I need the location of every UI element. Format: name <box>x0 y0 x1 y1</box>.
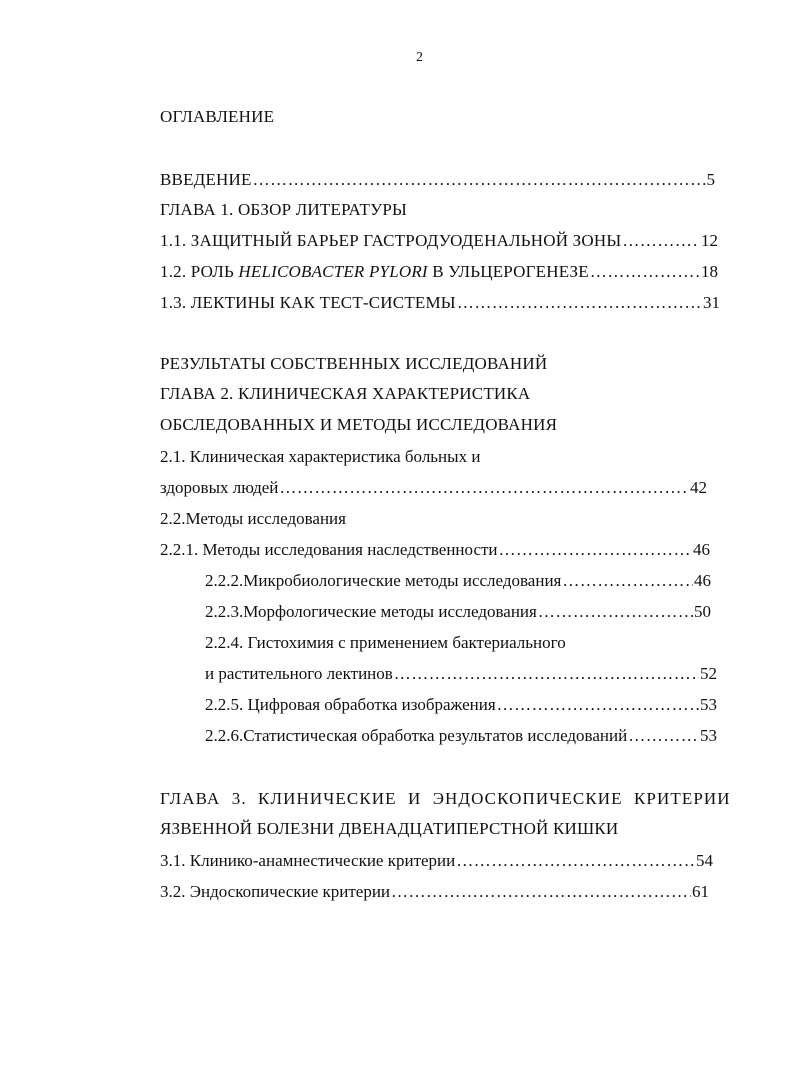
leader-dots <box>497 695 699 715</box>
toc-entry-label-suffix: В УЛЬЦЕРОГЕНЕЗЕ <box>427 262 589 281</box>
toc-entry-label-prefix: 1.2. РОЛЬ <box>160 262 239 281</box>
toc-entry-page: 52 <box>700 664 717 683</box>
toc-entry-intro[interactable] <box>160 170 715 190</box>
toc-entry-2-2-4-line-1: 2.2.4. Гистохимия с применением бактериального <box>205 633 566 652</box>
leader-dots <box>590 262 700 282</box>
toc-entry-page: 46 <box>694 571 711 590</box>
toc-entry-label-italic: HELICOBACTER PYLORI <box>238 262 428 281</box>
toc-entry-page: 61 <box>692 882 709 901</box>
toc-entry-label: 2.2.5. Цифровая обработка изображения <box>205 695 496 714</box>
leader-dots <box>499 540 692 560</box>
toc-entry-1-2[interactable] <box>160 262 718 282</box>
toc-entry-2-2-6[interactable] <box>205 726 717 746</box>
toc-entry-label: 2.2.1. Методы исследования наследственности <box>160 540 498 559</box>
toc-entry-page: 53 <box>700 695 717 714</box>
toc-entry-label: 3.2. Эндоскопические критерии <box>160 882 391 901</box>
toc-entry-2-2[interactable]: 2.2.Методы исследования <box>160 509 346 528</box>
toc-entry-page: 42 <box>690 478 707 497</box>
toc-entry-label: 3.1. Клинико-анамнестические критерии <box>160 851 456 870</box>
toc-entry-3-1[interactable] <box>160 851 713 871</box>
toc-entry-label: ВВЕДЕНИЕ <box>160 170 252 189</box>
toc-entry-label: и растительного лектинов <box>205 664 393 683</box>
toc-entry-page: 18 <box>701 262 718 281</box>
leader-dots <box>391 882 691 902</box>
leader-dots <box>457 293 702 313</box>
chapter-2-title-line-1: ГЛАВА 2. КЛИНИЧЕСКАЯ ХАРАКТЕРИСТИКА <box>160 384 531 403</box>
toc-entry-label: 2.2.2.Микробиологические методы исследования <box>205 571 562 590</box>
toc-entry-page: 50 <box>694 602 711 621</box>
leader-dots <box>253 170 706 190</box>
chapter-1-title: ГЛАВА 1. ОБЗОР ЛИТЕРАТУРЫ <box>160 200 408 219</box>
leader-dots <box>394 664 699 684</box>
toc-entry-2-1[interactable] <box>160 478 707 498</box>
leader-dots <box>279 478 689 498</box>
toc-entry-page: 53 <box>700 726 717 745</box>
toc-entry-label <box>160 262 589 282</box>
toc-entry-2-2-1[interactable] <box>160 540 710 560</box>
chapter-2-title-line-2: ОБСЛЕДОВАННЫХ И МЕТОДЫ ИССЛЕДОВАНИЯ <box>160 415 558 434</box>
toc-entry-2-2-4[interactable] <box>205 664 717 684</box>
results-heading: РЕЗУЛЬТАТЫ СОБСТВЕННЫХ ИССЛЕДОВАНИЙ <box>160 354 548 373</box>
toc-heading: ОГЛАВЛЕНИЕ <box>160 107 275 126</box>
leader-dots <box>562 571 693 591</box>
leader-dots <box>622 231 700 251</box>
leader-dots <box>456 851 695 871</box>
toc-entry-page: 5 <box>706 170 715 189</box>
toc-entry-2-1-line-1: 2.1. Клиническая характеристика больных и <box>160 447 481 466</box>
toc-entry-label: 2.2.3.Морфологические методы исследования <box>205 602 537 621</box>
chapter-3-title-line-2: ЯЗВЕННОЙ БОЛЕЗНИ ДВЕНАДЦАТИПЕРСТНОЙ КИШКИ <box>160 819 619 838</box>
chapter-3-title-line-1: ГЛАВА 3. КЛИНИЧЕСКИЕ И ЭНДОСКОПИЧЕСКИЕ КРИТЕРИИ <box>160 789 731 808</box>
toc-entry-1-3[interactable] <box>160 293 720 313</box>
toc-entry-page: 31 <box>703 293 720 312</box>
toc-entry-1-1[interactable] <box>160 231 718 251</box>
toc-entry-label: 1.1. ЗАЩИТНЫЙ БАРЬЕР ГАСТРОДУОДЕНАЛЬНОЙ ЗОНЫ <box>160 231 622 250</box>
toc-entry-page: 12 <box>701 231 718 250</box>
toc-entry-label: 1.3. ЛЕКТИНЫ КАК ТЕСТ-СИСТЕМЫ <box>160 293 456 312</box>
toc-entry-page: 46 <box>693 540 710 559</box>
toc-entry-label: здоровых людей <box>160 478 279 497</box>
toc-entry-2-2-5[interactable] <box>205 695 717 715</box>
page-number: 2 <box>416 50 423 65</box>
toc-entry-2-2-3[interactable] <box>205 602 711 622</box>
toc-entry-page: 54 <box>696 851 713 870</box>
toc-entry-label: 2.2.6.Статистическая обработка результатов исследований <box>205 726 628 745</box>
leader-dots <box>538 602 693 622</box>
toc-entry-3-2[interactable] <box>160 882 709 902</box>
leader-dots <box>628 726 699 746</box>
toc-entry-2-2-2[interactable] <box>205 571 711 591</box>
